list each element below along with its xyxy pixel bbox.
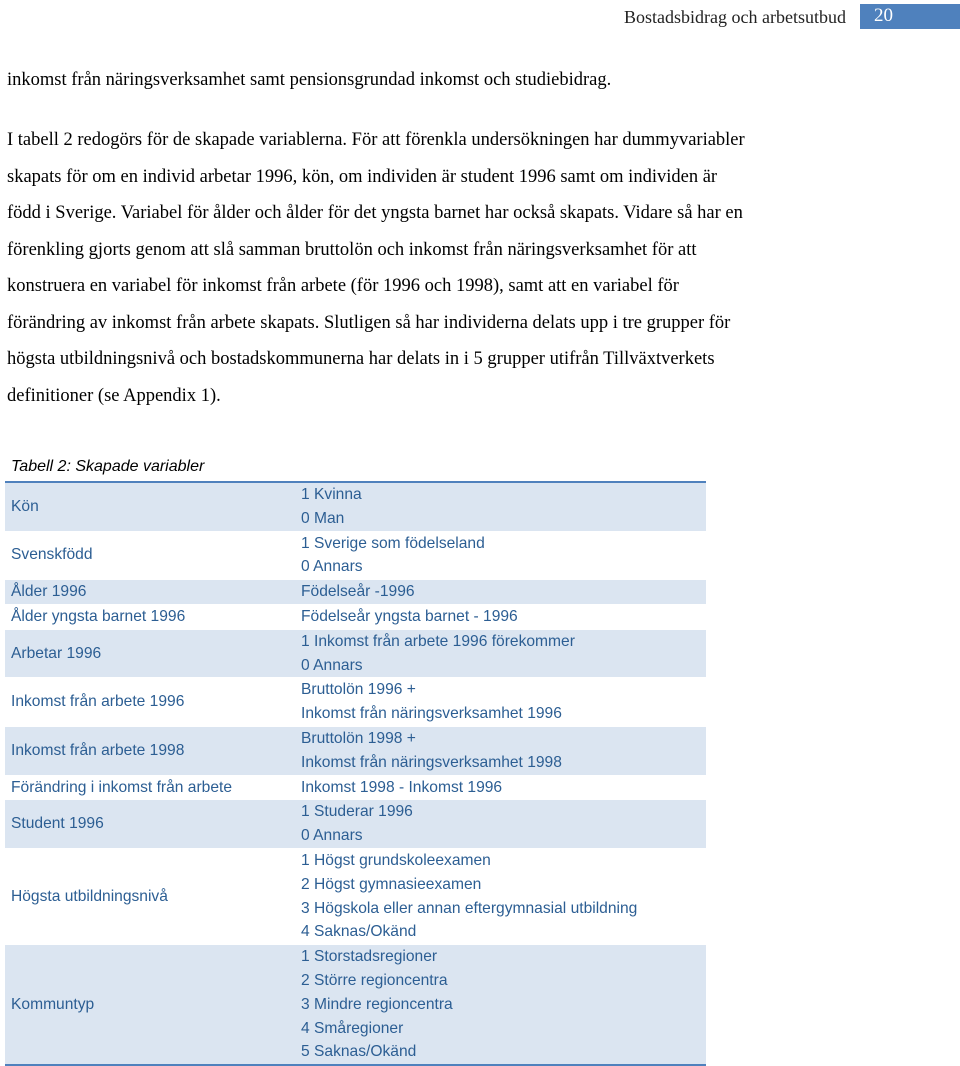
value-line: 1 Storstadsregioner (301, 948, 438, 966)
variable-name: Inkomst från arbete 1998 (5, 726, 295, 775)
text-line: definitioner (se Appendix 1). (7, 385, 221, 406)
table-caption: Tabell 2: Skapade variabler (11, 458, 205, 475)
page-header (0, 0, 960, 30)
variable-name: Ålder yngsta barnet 1996 (5, 604, 295, 629)
text-line: född i Sverige. Variabel för ålder och ålder för det yngsta barnet har också skapats. Vidare så har en (7, 203, 743, 223)
table-row (5, 775, 706, 800)
value-line: 5 Saknas/Okänd (301, 1043, 417, 1061)
value-line: 0 Annars (301, 827, 363, 845)
variable-name: Kön (5, 482, 295, 531)
text-line: förenkling gjorts genom att slå samman bruttolön och inkomst från näringsverksamhet för att (7, 239, 697, 260)
value-line: Födelseår yngsta barnet - 1996 (301, 607, 518, 625)
value-line: 0 Man (301, 509, 345, 527)
value-line: 1 Sverige som födelseland (301, 534, 485, 552)
variable-name: Svenskfödd (5, 531, 295, 580)
variable-values (295, 678, 706, 727)
variable-values (295, 848, 706, 944)
value-line: 0 Annars (301, 656, 363, 674)
text-line: inkomst från näringsverksamhet samt pensionsgrundad inkomst och studiebidrag. (7, 70, 612, 90)
variable-values (295, 629, 706, 678)
variable-name: Kommuntyp (5, 945, 295, 1065)
table-row (5, 629, 706, 678)
variable-name: Högsta utbildningsnivå (5, 848, 295, 944)
value-line: Bruttolön 1996 + (301, 681, 416, 699)
variable-values (295, 482, 706, 531)
text-line: I tabell 2 redogörs för de skapade variablerna. För att förenkla undersökningen har dummyvariabler (7, 130, 745, 150)
table-row (5, 580, 706, 605)
table-row (5, 482, 706, 531)
header-title: Bostadsbidrag och arbetsutbud (624, 7, 846, 27)
value-line: 2 Större regioncentra (301, 971, 448, 989)
text-line: förändring av inkomst från arbete skapats. Slutligen så har individerna delats upp i tre grupper för (7, 312, 731, 333)
paragraph-1 (7, 62, 952, 99)
variable-values (295, 726, 706, 775)
variable-name: Arbetar 1996 (5, 629, 295, 678)
text-line: konstruera en variabel för inkomst från arbete (för 1996 och 1998), samt att en variabel för (7, 276, 679, 296)
variable-values (295, 580, 706, 605)
variable-values (295, 531, 706, 580)
value-line: 0 Annars (301, 558, 363, 576)
variable-values (295, 604, 706, 629)
value-line: 3 Mindre regioncentra (301, 995, 453, 1013)
value-line: Inkomst från näringsverksamhet 1996 (301, 705, 562, 723)
variable-name: Förändring i inkomst från arbete (5, 775, 295, 800)
paragraph-2 (7, 122, 952, 414)
table-row (5, 945, 706, 1065)
table-row (5, 848, 706, 944)
variable-values (295, 775, 706, 800)
value-line: 4 Saknas/Okänd (301, 923, 417, 941)
page-number: 20 (874, 5, 893, 26)
text-line: skapats för om en individ arbetar 1996, kön, om individen är student 1996 samt om individen är (7, 166, 718, 187)
variable-values (295, 800, 706, 849)
table-row (5, 726, 706, 775)
value-line: 2 Högst gymnasieexamen (301, 875, 482, 893)
value-line: 1 Kvinna (301, 486, 362, 503)
variable-name: Student 1996 (5, 800, 295, 849)
table-row (5, 604, 706, 629)
variable-values (295, 945, 706, 1065)
variable-name: Ålder 1996 (5, 580, 295, 605)
value-line: Födelseår -1996 (301, 583, 415, 601)
table-row (5, 531, 706, 580)
text-line: högsta utbildningsnivå och bostadskommunerna har delats in i 5 grupper utifrån Tillväxtverkets (7, 349, 715, 369)
variable-name: Inkomst från arbete 1996 (5, 678, 295, 727)
page-number-badge (860, 4, 960, 29)
table-row (5, 800, 706, 849)
value-line: Inkomst 1998 - Inkomst 1996 (301, 778, 503, 796)
value-line: 3 Högskola eller annan eftergymnasial utbildning (301, 899, 638, 917)
table-row (5, 678, 706, 727)
variables-table (5, 481, 706, 1066)
value-line: 1 Inkomst från arbete 1996 förekommer (301, 632, 575, 650)
value-line: 4 Småregioner (301, 1019, 404, 1037)
value-line: 1 Högst grundskoleexamen (301, 851, 491, 869)
value-line: Inkomst från näringsverksamhet 1998 (301, 753, 562, 771)
value-line: Bruttolön 1998 + (301, 729, 416, 747)
value-line: 1 Studerar 1996 (301, 803, 413, 821)
